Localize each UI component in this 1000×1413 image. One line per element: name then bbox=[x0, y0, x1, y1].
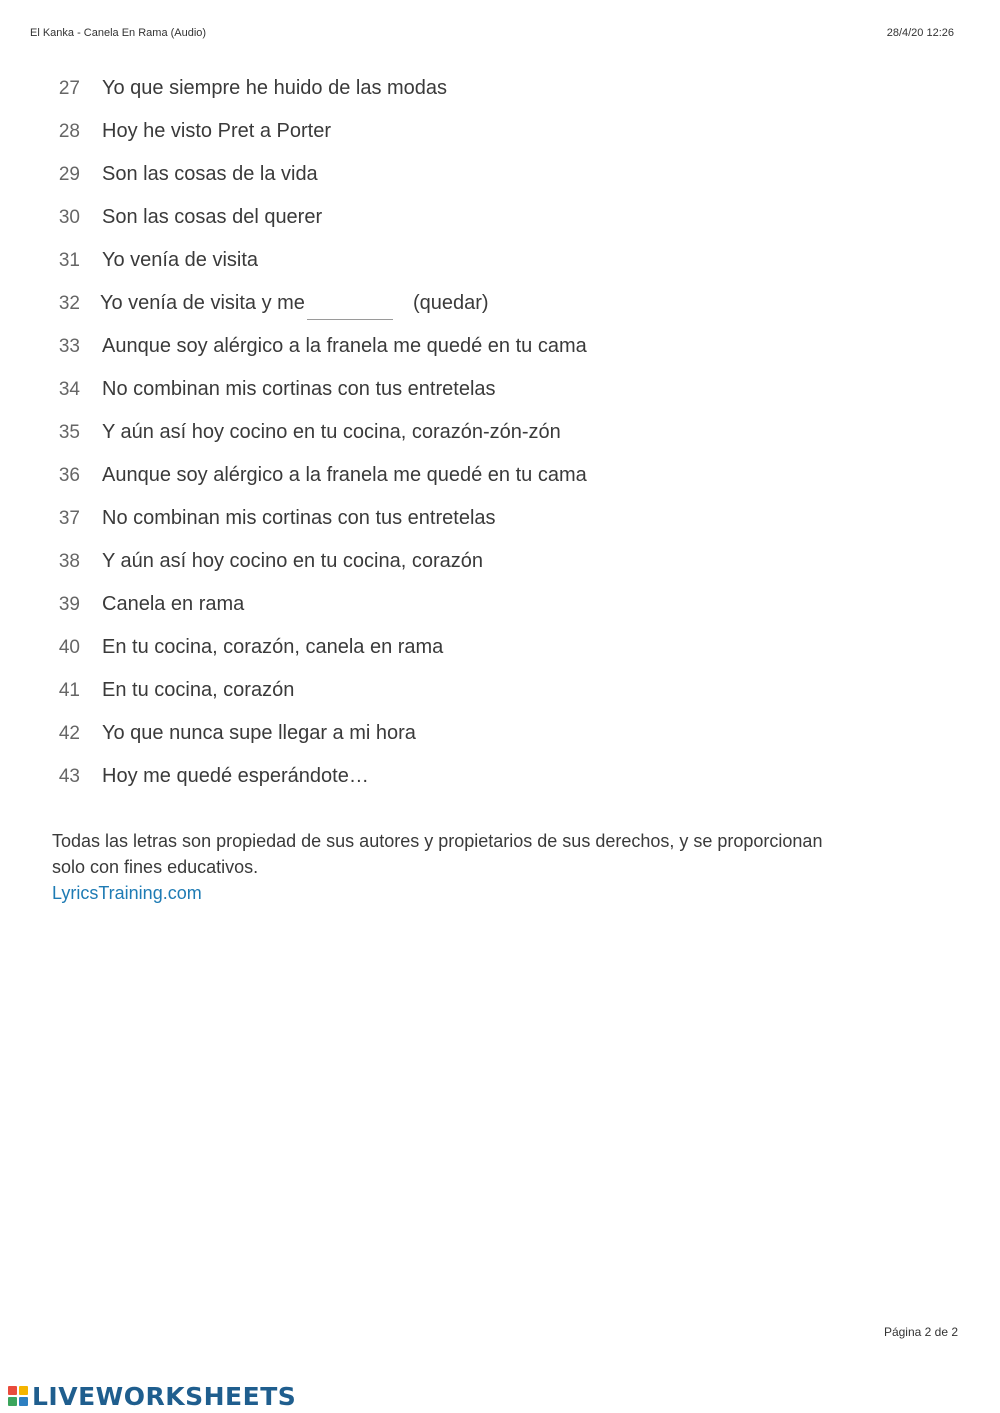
lyric-text: En tu cocina, corazón, canela en rama bbox=[102, 636, 444, 658]
line-number: 33 bbox=[58, 336, 80, 357]
lyric-line bbox=[0, 412, 1000, 455]
liveworksheets-brand bbox=[8, 1382, 296, 1411]
lyric-text: Son las cosas del querer bbox=[102, 206, 323, 228]
lyric-text: Hoy me quedé esperándote… bbox=[102, 765, 369, 787]
line-number: 35 bbox=[58, 422, 80, 443]
line-number: 32 bbox=[58, 293, 80, 314]
lyric-text: Aunque soy alérgico a la franela me quedé en tu cama bbox=[102, 335, 587, 357]
lyric-text: Y aún así hoy cocino en tu cocina, corazón bbox=[102, 550, 483, 572]
line-number: 41 bbox=[58, 680, 80, 701]
lyric-line bbox=[0, 369, 1000, 412]
lyric-text: Hoy he visto Pret a Porter bbox=[102, 120, 331, 142]
lyric-text: Yo venía de visita bbox=[102, 249, 259, 271]
line-number: 31 bbox=[58, 250, 80, 271]
lyric-text: No combinan mis cortinas con tus entretelas bbox=[102, 378, 496, 400]
line-number: 27 bbox=[58, 78, 80, 99]
lyrics-list bbox=[0, 68, 1000, 799]
lyric-text: Yo que nunca supe llegar a mi hora bbox=[102, 722, 416, 744]
copyright-text: Todas las letras son propiedad de sus autores y propietarios de sus derechos, y se proporcionan solo con fines educativos. bbox=[52, 831, 823, 877]
lyric-line bbox=[0, 498, 1000, 541]
lyric-text: Yo que siempre he huido de las modas bbox=[102, 77, 448, 99]
lyric-text: En tu cocina, corazón bbox=[102, 679, 295, 701]
brand-name: LIVEWORKSHEETS bbox=[32, 1382, 297, 1411]
print-timestamp: 28/4/20 12:26 bbox=[886, 27, 954, 39]
lyric-text-before-blank: Yo venía de visita y me bbox=[100, 292, 305, 314]
lyric-line bbox=[0, 111, 1000, 154]
lyric-text: Canela en rama bbox=[102, 593, 245, 615]
line-number: 36 bbox=[58, 465, 80, 486]
lyric-line bbox=[0, 68, 1000, 111]
lyric-line bbox=[0, 541, 1000, 584]
line-number: 38 bbox=[58, 551, 80, 572]
line-number: 39 bbox=[58, 594, 80, 615]
lyric-text: No combinan mis cortinas con tus entretelas bbox=[102, 507, 496, 529]
lyric-line bbox=[0, 455, 1000, 498]
line-number: 40 bbox=[58, 637, 80, 658]
line-number: 34 bbox=[58, 379, 80, 400]
lyric-line bbox=[0, 627, 1000, 670]
lyric-line bbox=[0, 154, 1000, 197]
lyric-text: Son las cosas de la vida bbox=[102, 163, 318, 185]
verb-hint: (quedar) bbox=[412, 292, 489, 314]
lyric-text: Aunque soy alérgico a la franela me quedé en tu cama bbox=[102, 464, 587, 486]
lyric-text bbox=[100, 292, 489, 316]
copyright-note bbox=[52, 828, 852, 906]
lyric-line bbox=[0, 197, 1000, 240]
line-number: 28 bbox=[58, 121, 80, 142]
lyric-line bbox=[0, 670, 1000, 713]
line-number: 30 bbox=[58, 207, 80, 228]
line-number: 37 bbox=[58, 508, 80, 529]
page-number: Página 2 de 2 bbox=[883, 1325, 958, 1339]
line-number: 29 bbox=[58, 164, 80, 185]
liveworksheets-logo-icon bbox=[8, 1386, 30, 1408]
lyricstraining-link[interactable]: LyricsTraining.com bbox=[52, 883, 202, 903]
lyric-line bbox=[0, 756, 1000, 799]
lyric-line bbox=[0, 326, 1000, 369]
line-number: 43 bbox=[58, 766, 80, 787]
document-title: El Kanka - Canela En Rama (Audio) bbox=[30, 27, 207, 39]
lyric-text: Y aún así hoy cocino en tu cocina, corazón-zón-zón bbox=[102, 421, 561, 443]
line-number: 42 bbox=[58, 723, 80, 744]
lyric-line bbox=[0, 240, 1000, 283]
lyric-line bbox=[0, 713, 1000, 756]
lyric-line-fill-in bbox=[0, 283, 1000, 326]
lyric-line bbox=[0, 584, 1000, 627]
answer-blank-input[interactable] bbox=[307, 297, 393, 320]
